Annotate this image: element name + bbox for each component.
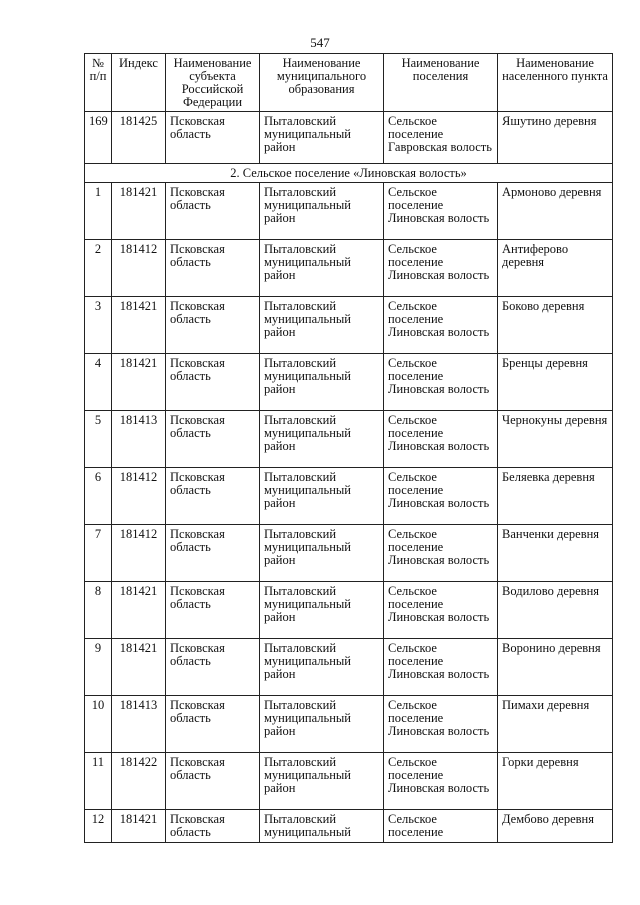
- cell-locality: Водилово деревня: [498, 582, 613, 639]
- cell-num: 3: [85, 297, 112, 354]
- cell-subject: Псковская область: [166, 411, 260, 468]
- cell-settlement: Сельское поселение Линовская волость: [384, 354, 498, 411]
- cell-subject: Псковская область: [166, 297, 260, 354]
- cell-subject: Псковская область: [166, 582, 260, 639]
- cell-locality: Ванченки деревня: [498, 525, 613, 582]
- cell-num: 4: [85, 354, 112, 411]
- table-row: [85, 468, 613, 525]
- cell-settlement: Сельское поселение: [384, 810, 498, 843]
- header-settlement: Наименование поселения: [384, 54, 498, 112]
- cell-subject: Псковская область: [166, 183, 260, 240]
- cell-municipality: Пыталовский муниципальный район: [260, 696, 384, 753]
- cell-settlement: Сельское поселение Линовская волость: [384, 639, 498, 696]
- cell-municipality: Пыталовский муниципальный район: [260, 753, 384, 810]
- cell-index: 181421: [112, 297, 166, 354]
- cell-locality: Пимахи деревня: [498, 696, 613, 753]
- cell-subject: Псковская область: [166, 525, 260, 582]
- section-row: [85, 164, 613, 183]
- cell-num: 7: [85, 525, 112, 582]
- cell-municipality: Пыталовский муниципальный район: [260, 240, 384, 297]
- cell-index: 181421: [112, 582, 166, 639]
- cell-settlement: Сельское поселение Линовская волость: [384, 468, 498, 525]
- header-subject: Наименование субъекта Российской Федерации: [166, 54, 260, 112]
- cell-index: 181421: [112, 810, 166, 843]
- table-row: [85, 112, 613, 164]
- table-row: [85, 411, 613, 468]
- cell-settlement: Сельское поселение Линовская волость: [384, 183, 498, 240]
- cell-municipality: Пыталовский муниципальный район: [260, 411, 384, 468]
- cell-num: 12: [85, 810, 112, 843]
- header-index: Индекс: [112, 54, 166, 112]
- cell-index: 181421: [112, 354, 166, 411]
- table-row: [85, 582, 613, 639]
- page-number: 547: [310, 35, 330, 50]
- cell-municipality: Пыталовский муниципальный район: [260, 639, 384, 696]
- cell-index: 181412: [112, 468, 166, 525]
- cell-municipality: Пыталовский муниципальный район: [260, 354, 384, 411]
- cell-municipality: Пыталовский муниципальный район: [260, 468, 384, 525]
- cell-index: 181413: [112, 411, 166, 468]
- header-municipality: Наименование муниципального образования: [260, 54, 384, 112]
- table-row: [85, 810, 613, 843]
- cell-index: 181412: [112, 525, 166, 582]
- cell-subject: Псковская область: [166, 810, 260, 843]
- cell-subject: Псковская область: [166, 240, 260, 297]
- cell-settlement: Сельское поселение Линовская волость: [384, 240, 498, 297]
- header-num: № п/п: [85, 54, 112, 112]
- cell-index: 181421: [112, 183, 166, 240]
- table-row: [85, 639, 613, 696]
- table-row: [85, 297, 613, 354]
- cell-subject: Псковская область: [166, 112, 260, 164]
- cell-locality: Воронино деревня: [498, 639, 613, 696]
- cell-municipality: Пыталовский муниципальный район: [260, 525, 384, 582]
- cell-locality: Боково деревня: [498, 297, 613, 354]
- cell-settlement: Сельское поселение Линовская волость: [384, 582, 498, 639]
- table-header-row: [85, 54, 613, 112]
- cell-subject: Псковская область: [166, 639, 260, 696]
- cell-municipality: Пыталовский муниципальный район: [260, 112, 384, 164]
- cell-municipality: Пыталовский муниципальный район: [260, 582, 384, 639]
- cell-index: 181413: [112, 696, 166, 753]
- cell-locality: Чернокуны деревня: [498, 411, 613, 468]
- table-row: [85, 354, 613, 411]
- cell-municipality: Пыталовский муниципальный район: [260, 183, 384, 240]
- cell-locality: Бренцы деревня: [498, 354, 613, 411]
- cell-locality: Армоново деревня: [498, 183, 613, 240]
- cell-settlement: Сельское поселение Линовская волость: [384, 696, 498, 753]
- header-locality: Наименование населенного пункта: [498, 54, 613, 112]
- cell-subject: Псковская область: [166, 753, 260, 810]
- cell-num: 11: [85, 753, 112, 810]
- cell-settlement: Сельское поселение Линовская волость: [384, 753, 498, 810]
- cell-subject: Псковская область: [166, 354, 260, 411]
- cell-locality: Антиферово деревня: [498, 240, 613, 297]
- cell-locality: Дембово деревня: [498, 810, 613, 843]
- cell-index: 181412: [112, 240, 166, 297]
- cell-num: 1: [85, 183, 112, 240]
- cell-num: 2: [85, 240, 112, 297]
- settlements-table: [84, 53, 613, 843]
- cell-settlement: Сельское поселение Линовская волость: [384, 525, 498, 582]
- cell-locality: Горки деревня: [498, 753, 613, 810]
- table-row: [85, 240, 613, 297]
- cell-index: 181422: [112, 753, 166, 810]
- cell-locality: Беляевка деревня: [498, 468, 613, 525]
- cell-locality: Яшутино деревня: [498, 112, 613, 164]
- cell-index: 181421: [112, 639, 166, 696]
- table-row: [85, 525, 613, 582]
- table-row: [85, 183, 613, 240]
- cell-settlement: Сельское поселение Линовская волость: [384, 411, 498, 468]
- cell-num: 8: [85, 582, 112, 639]
- cell-subject: Псковская область: [166, 696, 260, 753]
- cell-num: 5: [85, 411, 112, 468]
- cell-municipality: Пыталовский муниципальный: [260, 810, 384, 843]
- cell-municipality: Пыталовский муниципальный район: [260, 297, 384, 354]
- cell-num: 10: [85, 696, 112, 753]
- section-title: 2. Сельское поселение «Линовская волость»: [85, 164, 613, 183]
- cell-settlement: Сельское поселение Линовская волость: [384, 297, 498, 354]
- cell-index: 181425: [112, 112, 166, 164]
- cell-settlement: Сельское поселение Гавровская волость: [384, 112, 498, 164]
- cell-subject: Псковская область: [166, 468, 260, 525]
- cell-num: 6: [85, 468, 112, 525]
- table-row: [85, 696, 613, 753]
- cell-num: 9: [85, 639, 112, 696]
- table-row: [85, 753, 613, 810]
- cell-num: 169: [85, 112, 112, 164]
